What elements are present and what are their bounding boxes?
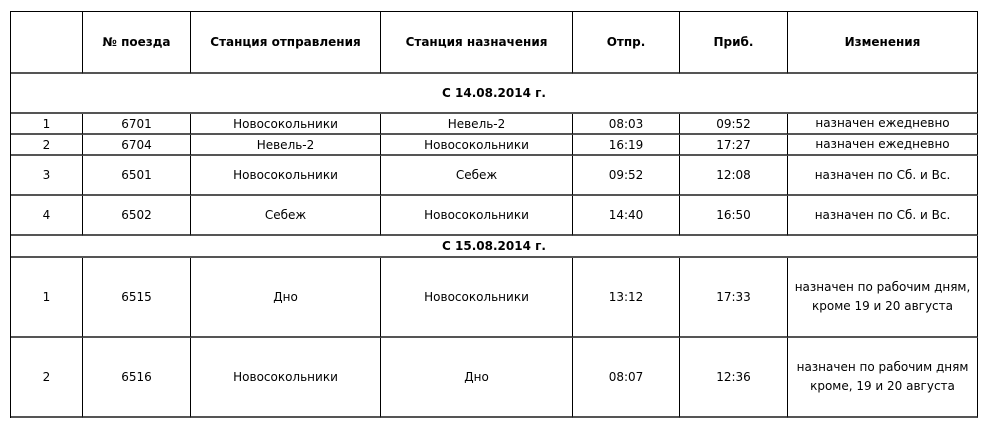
header-changes: Изменения [788,12,978,74]
cell-departure-station: Невель-2 [191,135,381,156]
header-arrival-time: Приб. [680,12,788,74]
cell-arrival-time: 17:33 [680,258,788,338]
cell-train-number: 6502 [83,196,191,236]
cell-departure-time: 13:12 [573,258,680,338]
cell-changes: назначен ежедневно [788,114,978,135]
cell-index: 1 [11,114,83,135]
cell-index: 4 [11,196,83,236]
cell-arrival-station: Новосокольники [381,196,573,236]
cell-arrival-time: 09:52 [680,114,788,135]
cell-train-number: 6704 [83,135,191,156]
cell-arrival-station: Дно [381,338,573,418]
cell-train-number: 6515 [83,258,191,338]
table-row [11,156,978,196]
cell-arrival-time: 17:27 [680,135,788,156]
cell-departure-time: 08:07 [573,338,680,418]
cell-changes: назначен по Сб. и Вс. [788,156,978,196]
table-row [11,338,978,418]
table-row [11,135,978,156]
cell-changes: назначен по рабочим дням, кроме 19 и 20 августа [788,258,978,338]
cell-departure-station: Себеж [191,196,381,236]
section-heading: С 15.08.2014 г. [11,236,978,258]
cell-index: 1 [11,258,83,338]
cell-departure-time: 14:40 [573,196,680,236]
header-arrival-station: Станция назначения [381,12,573,74]
cell-arrival-time: 12:36 [680,338,788,418]
train-schedule-table [10,11,978,418]
cell-changes: назначен ежедневно [788,135,978,156]
table-row [11,258,978,338]
section-heading: С 14.08.2014 г. [11,74,978,114]
cell-index: 2 [11,338,83,418]
cell-departure-station: Новосокольники [191,114,381,135]
cell-departure-station: Дно [191,258,381,338]
cell-index: 3 [11,156,83,196]
cell-changes: назначен по рабочим дням кроме, 19 и 20 августа [788,338,978,418]
header-departure-time: Отпр. [573,12,680,74]
cell-departure-time: 09:52 [573,156,680,196]
cell-departure-time: 08:03 [573,114,680,135]
cell-departure-station: Новосокольники [191,156,381,196]
table-row [11,114,978,135]
cell-train-number: 6501 [83,156,191,196]
header-row [11,12,978,74]
cell-arrival-station: Невель-2 [381,114,573,135]
cell-train-number: 6516 [83,338,191,418]
section-heading-row [11,236,978,258]
header-train-number: № поезда [83,12,191,74]
header-departure-station: Станция отправления [191,12,381,74]
cell-departure-time: 16:19 [573,135,680,156]
table-row [11,196,978,236]
cell-changes: назначен по Сб. и Вс. [788,196,978,236]
cell-departure-station: Новосокольники [191,338,381,418]
cell-arrival-station: Себеж [381,156,573,196]
cell-arrival-time: 12:08 [680,156,788,196]
section-heading-row [11,74,978,114]
cell-index: 2 [11,135,83,156]
cell-arrival-station: Новосокольники [381,258,573,338]
cell-train-number: 6701 [83,114,191,135]
header-index [11,12,83,74]
cell-arrival-time: 16:50 [680,196,788,236]
cell-arrival-station: Новосокольники [381,135,573,156]
